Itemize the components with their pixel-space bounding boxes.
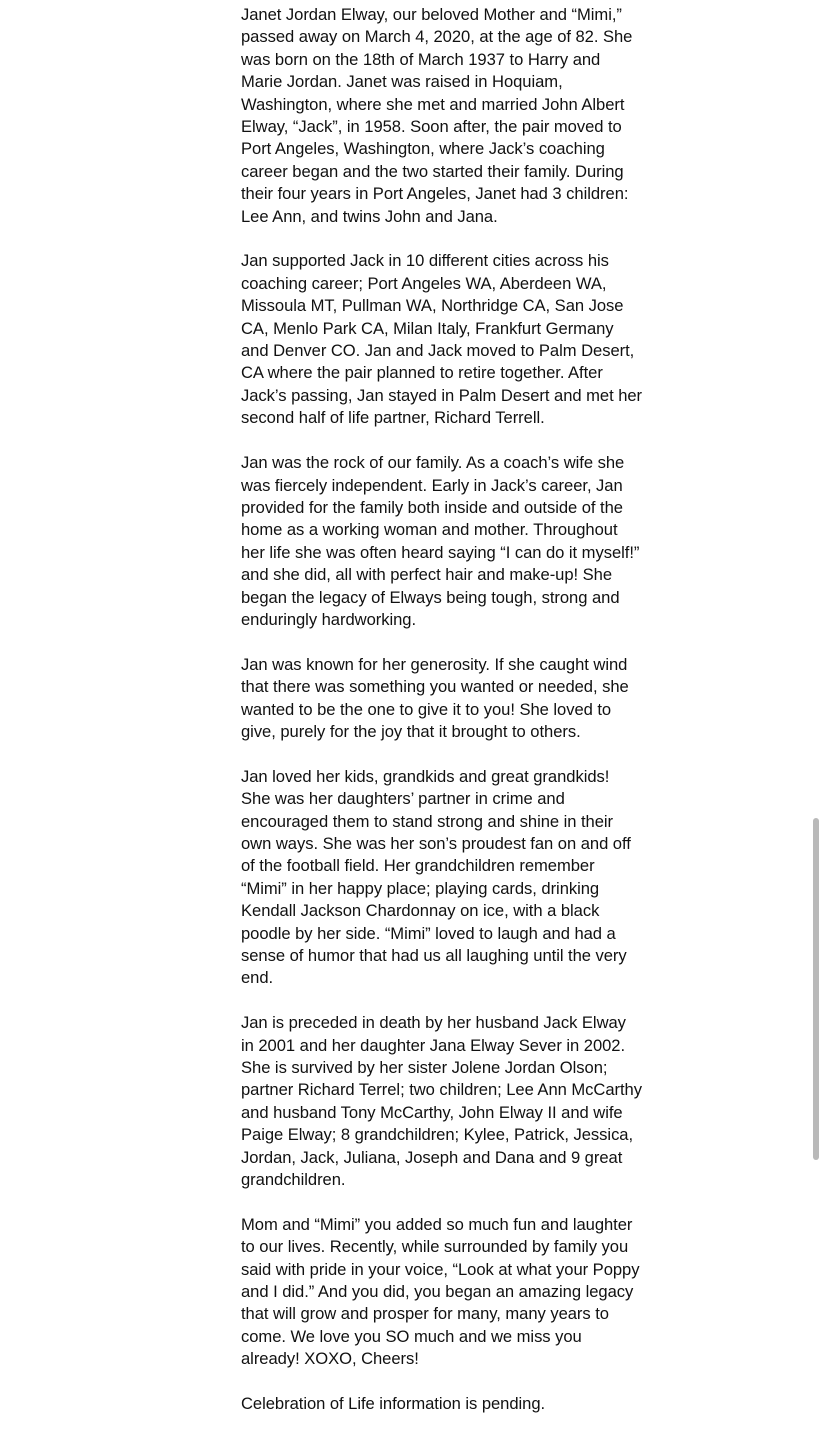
paragraph-rock-of-family: Jan was the rock of our family. As a coach’s wife she was fiercely independent. Early in Jack’s career, Jan provided for the family both inside and outside of the home as a working woman and mother. Throughout her life she was often heard saying “I can do it myself!” and she did, all with perfect hair and make-up! She began the legacy of Elways being tough, strong and enduringly hardworking. <box>241 453 640 629</box>
obituary-text <box>241 4 681 1438</box>
vertical-scrollbar[interactable] <box>816 0 824 1449</box>
paragraph-family-love: Jan loved her kids, grandkids and great grandkids! She was her daughters’ partner in crime and encouraged them to stand strong and shine in their own ways. She was her son’s proudest fan on and off of the football field. Her grandchildren remember “Mimi” in her happy place; playing cards, drinking Kendall Jackson Chardonnay on ice, with a black poodle by her side. “Mimi” loved to laugh and had a sense of humor that had us all laughing until the very end. <box>241 766 631 988</box>
paragraph-survivors: Jan is preceded in death by her husband Jack Elway in 2001 and her daughter Jana Elway Sever in 2002. She is survived by her sister Jolene Jordan Olson; partner Richard Terrel; two children; Lee Ann McCarthy and husband Tony McCarthy, John Elway II and wife Paige Elway; 8 grandchildren; Kylee, Patrick, Jessica, Jordan, Jack, Juliana, Joseph and Dana and 9 great grandchildren. <box>241 1013 642 1190</box>
paragraph-generosity: Jan was known for her generosity. If she caught wind that there was something you wanted or needed, she wanted to be the one to give it to you! She loved to give, purely for the joy that it brought to others. <box>241 654 629 741</box>
paragraph-celebration-info: Celebration of Life information is pending. <box>241 1394 546 1414</box>
paragraph-farewell: Mom and “Mimi” you added so much fun and laughter to our lives. Recently, while surrounded by family you said with pride in your voice, “Look at what your Poppy and I did.” And you did, you began an amazing legacy that will grow and prosper for many, many years to come. We love you SO much and we miss you already! XOXO, Cheers! <box>241 1214 640 1369</box>
paragraph-intro: Janet Jordan Elway, our beloved Mother and “Mimi,” passed away on March 4, 2020, at the age of 82. She was born on the 18th of March 1937 to Harry and Marie Jordan. Janet was raised in Hoquiam, Washington, where she met and married John Albert Elway, “Jack”, in 1958. Soon after, the pair moved to Port Angeles, Washington, where Jack’s coaching career began and the two started their family. During their four years in Port Angeles, Janet had 3 children: Lee Ann, and twins John and Jana. <box>241 5 633 226</box>
paragraph-coaching-career: Jan supported Jack in 10 different cities across his coaching career; Port Angeles WA, Aberdeen WA, Missoula MT, Pullman WA, Northridge CA, San Jose CA, Menlo Park CA, Milan Italy, Frankfurt Germany and Denver CO. Jan and Jack moved to Palm Desert, CA where the pair planned to retire together. After Jack’s passing, Jan stayed in Palm Desert and met her second half of life partner, Richard Terrell. <box>241 251 643 428</box>
scrollbar-thumb[interactable] <box>813 818 819 1160</box>
